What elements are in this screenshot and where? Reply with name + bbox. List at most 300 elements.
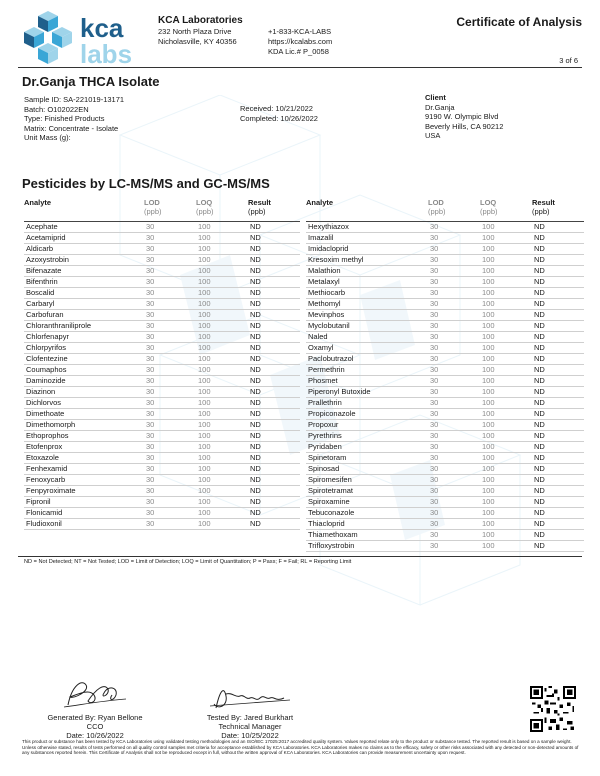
lod-value: 30: [428, 518, 480, 529]
analyte-name: Chlorfenapyr: [24, 331, 144, 342]
result-value: ND: [248, 452, 300, 463]
table-row: [24, 243, 300, 254]
received-date: Received: 10/21/2022: [240, 104, 313, 113]
loq-value: 100: [196, 386, 248, 397]
generated-by: Generated By: Ryan Bellone: [47, 713, 143, 722]
table-row: [306, 430, 584, 441]
table-row: [306, 496, 584, 507]
header-result: Result (ppb): [532, 199, 584, 221]
result-value: ND: [248, 364, 300, 375]
table-row: [24, 419, 300, 430]
completed-date: Completed: 10/26/2022: [240, 113, 318, 123]
lod-value: 30: [144, 408, 196, 419]
result-value: ND: [248, 507, 300, 518]
tested-by: Tested By: Jared Burkhart: [206, 713, 294, 722]
contact-block: [268, 27, 332, 57]
table-row: [24, 221, 300, 232]
result-value: ND: [532, 320, 584, 331]
result-value: ND: [532, 276, 584, 287]
loq-value: 100: [196, 474, 248, 485]
analyte-name: Boscalid: [24, 287, 144, 298]
loq-value: 100: [480, 342, 532, 353]
qr-code[interactable]: [530, 686, 576, 732]
loq-value: 100: [196, 320, 248, 331]
generated-date: Date: 10/26/2022: [66, 731, 124, 740]
lod-value: 30: [144, 320, 196, 331]
matrix: Matrix: Concentrate - Isolate: [24, 123, 119, 133]
loq-value: 100: [480, 320, 532, 331]
analyte-name: Metalaxyl: [306, 276, 428, 287]
table-row: [306, 243, 584, 254]
loq-value: 100: [480, 408, 532, 419]
result-value: ND: [248, 463, 300, 474]
lod-value: 30: [428, 397, 480, 408]
analyte-name: Fenpyroximate: [24, 485, 144, 496]
lod-value: 30: [144, 474, 196, 485]
analyte-name: Myclobutanil: [306, 320, 428, 331]
lod-value: 30: [428, 529, 480, 540]
lod-value: 30: [428, 408, 480, 419]
analyte-name: Thiamethoxam: [306, 529, 428, 540]
lod-value: 30: [428, 320, 480, 331]
company-address-line2: Nicholasville, KY 40356: [158, 37, 237, 46]
table-row: [24, 518, 300, 529]
analyte-name: Carbofuran: [24, 309, 144, 320]
lod-value: 30: [428, 221, 480, 232]
result-value: ND: [532, 540, 584, 551]
loq-value: 100: [480, 375, 532, 386]
company-license: KDA Lic.# P_0058: [268, 47, 329, 56]
analyte-name: Azoxystrobin: [24, 254, 144, 265]
header-analyte: Analyte: [24, 199, 144, 221]
result-value: ND: [248, 375, 300, 386]
table-row: [24, 485, 300, 496]
loq-value: 100: [480, 276, 532, 287]
result-value: ND: [532, 331, 584, 342]
table-row: [306, 540, 584, 551]
lod-value: 30: [144, 331, 196, 342]
table-row: [24, 232, 300, 243]
analyte-name: Bifenazate: [24, 265, 144, 276]
result-value: ND: [248, 518, 300, 529]
analyte-name: Spirotetramat: [306, 485, 428, 496]
result-value: ND: [532, 518, 584, 529]
analyte-name: Diazinon: [24, 386, 144, 397]
result-value: ND: [532, 474, 584, 485]
company-phone: +1-833-KCA-LABS: [268, 27, 332, 36]
result-value: ND: [532, 386, 584, 397]
loq-value: 100: [196, 287, 248, 298]
loq-value: 100: [480, 254, 532, 265]
result-value: ND: [532, 419, 584, 430]
lod-value: 30: [144, 419, 196, 430]
result-value: ND: [248, 331, 300, 342]
analyte-name: Spinosad: [306, 463, 428, 474]
lod-value: 30: [428, 386, 480, 397]
product-title: Dr.Ganja THCA Isolate: [22, 74, 160, 89]
loq-value: 100: [480, 298, 532, 309]
table-row: [306, 518, 584, 529]
result-value: ND: [248, 430, 300, 441]
table-header-row: [24, 199, 300, 221]
table-row: [306, 529, 584, 540]
header-loq: LOQ (ppb): [196, 199, 248, 221]
generated-title: CCO: [86, 722, 104, 731]
analyte-name: Dimethomorph: [24, 419, 144, 430]
loq-value: 100: [196, 463, 248, 474]
result-value: ND: [532, 375, 584, 386]
loq-value: 100: [196, 518, 248, 529]
analyte-name: Fludioxonil: [24, 518, 144, 529]
result-value: ND: [248, 496, 300, 507]
lod-value: 30: [428, 232, 480, 243]
company-name: KCA Laboratories: [158, 15, 243, 26]
analyte-name: Fipronil: [24, 496, 144, 507]
analyte-name: Imazalil: [306, 232, 428, 243]
table-row: [306, 221, 584, 232]
lod-value: 30: [144, 243, 196, 254]
header-analyte: Analyte: [306, 199, 428, 221]
table-row: [24, 342, 300, 353]
table-row: [306, 232, 584, 243]
result-value: ND: [532, 507, 584, 518]
lod-value: 30: [144, 496, 196, 507]
table-row: [24, 507, 300, 518]
lod-value: 30: [428, 298, 480, 309]
loq-value: 100: [196, 507, 248, 518]
logo-text-top: kca: [80, 13, 124, 43]
header-lod: LOD (ppb): [428, 199, 480, 221]
result-value: ND: [532, 221, 584, 232]
analyte-name: Dichlorvos: [24, 397, 144, 408]
analyte-name: Hexythiazox: [306, 221, 428, 232]
analyte-name: Methiocarb: [306, 287, 428, 298]
result-value: ND: [248, 221, 300, 232]
table-row: [306, 474, 584, 485]
table-row: [24, 353, 300, 364]
result-value: ND: [532, 243, 584, 254]
analyte-name: Oxamyl: [306, 342, 428, 353]
loq-value: 100: [196, 353, 248, 364]
result-value: ND: [248, 397, 300, 408]
batch: Batch: O102022EN: [24, 104, 89, 114]
analyte-name: Etoxazole: [24, 452, 144, 463]
table-row: [306, 386, 584, 397]
loq-value: 100: [480, 221, 532, 232]
loq-value: 100: [196, 221, 248, 232]
signature-block-generated: [30, 713, 160, 740]
table-row: [24, 430, 300, 441]
abbreviations-footnote: ND = Not Detected; NT = Not Tested; LOD = Limit of Detection; LOQ = Limit of Quantitation; P = Pass; F = Fail; RL = Reporting Limit: [24, 559, 352, 565]
result-value: ND: [248, 232, 300, 243]
tested-title: Technical Manager: [218, 722, 282, 731]
loq-value: 100: [196, 232, 248, 243]
table-row: [24, 331, 300, 342]
analyte-name: Permethrin: [306, 364, 428, 375]
table-row: [306, 485, 584, 496]
table-row: [306, 342, 584, 353]
loq-value: 100: [480, 540, 532, 551]
lod-value: 30: [144, 254, 196, 265]
analyte-name: Clofentezine: [24, 353, 144, 364]
table-row: [24, 463, 300, 474]
result-value: ND: [248, 474, 300, 485]
loq-value: 100: [196, 430, 248, 441]
analyte-name: Thiacloprid: [306, 518, 428, 529]
company-block: [158, 14, 243, 47]
analyte-name: Chloranthraniliprole: [24, 320, 144, 331]
result-value: ND: [532, 353, 584, 364]
analyte-name: Pyrethrins: [306, 430, 428, 441]
lod-value: 30: [428, 342, 480, 353]
analyte-name: Fenhexamid: [24, 463, 144, 474]
table-row: [306, 276, 584, 287]
loq-value: 100: [480, 364, 532, 375]
loq-value: 100: [196, 441, 248, 452]
table-row: [306, 364, 584, 375]
table-row: [306, 265, 584, 276]
signature-block-tested: [185, 713, 315, 740]
table-row: [306, 298, 584, 309]
loq-value: 100: [196, 276, 248, 287]
header-loq: LOQ (ppb): [480, 199, 532, 221]
loq-value: 100: [480, 441, 532, 452]
result-value: ND: [248, 485, 300, 496]
lod-value: 30: [144, 463, 196, 474]
company-address-line1: 232 North Plaza Drive: [158, 27, 232, 36]
result-value: ND: [532, 485, 584, 496]
result-value: ND: [248, 276, 300, 287]
lod-value: 30: [144, 287, 196, 298]
lod-value: 30: [144, 518, 196, 529]
lod-value: 30: [428, 265, 480, 276]
result-value: ND: [532, 232, 584, 243]
loq-value: 100: [480, 232, 532, 243]
lod-value: 30: [428, 254, 480, 265]
analyte-name: Piperonyl Butoxide: [306, 386, 428, 397]
lod-value: 30: [144, 441, 196, 452]
analyte-name: Bifenthrin: [24, 276, 144, 287]
result-value: ND: [532, 254, 584, 265]
loq-value: 100: [196, 331, 248, 342]
client-block: [425, 93, 503, 141]
lod-value: 30: [144, 375, 196, 386]
lod-value: 30: [428, 375, 480, 386]
loq-value: 100: [196, 419, 248, 430]
analyte-name: Prallethrin: [306, 397, 428, 408]
table-row: [24, 287, 300, 298]
result-value: ND: [532, 309, 584, 320]
lod-value: 30: [144, 397, 196, 408]
document-title: Certificate of Analysis: [456, 15, 582, 29]
client-street: 9190 W. Olympic Blvd: [425, 112, 499, 122]
table-row: [306, 309, 584, 320]
loq-value: 100: [480, 507, 532, 518]
analyte-name: Chlorpyrifos: [24, 342, 144, 353]
analyte-name: Flonicamid: [24, 507, 144, 518]
table-row: [306, 375, 584, 386]
analyte-name: Spinetoram: [306, 452, 428, 463]
loq-value: 100: [480, 529, 532, 540]
result-value: ND: [248, 298, 300, 309]
analyte-name: Spiromesifen: [306, 474, 428, 485]
table-row: [24, 298, 300, 309]
result-value: ND: [248, 386, 300, 397]
result-value: ND: [532, 463, 584, 474]
table-row: [24, 276, 300, 287]
result-value: ND: [248, 408, 300, 419]
table-row: [24, 309, 300, 320]
company-website[interactable]: https://kcalabs.com: [268, 37, 333, 46]
result-value: ND: [248, 342, 300, 353]
analyte-name: Pyridaben: [306, 441, 428, 452]
result-value: ND: [248, 287, 300, 298]
loq-value: 100: [196, 342, 248, 353]
kca-labs-logo: [18, 10, 143, 68]
loq-value: 100: [480, 485, 532, 496]
table-row: [24, 397, 300, 408]
table-row: [306, 287, 584, 298]
analyte-name: Phosmet: [306, 375, 428, 386]
analyte-name: Fenoxycarb: [24, 474, 144, 485]
analyte-name: Paclobutrazol: [306, 353, 428, 364]
footnote-divider: [18, 556, 582, 557]
result-value: ND: [248, 441, 300, 452]
lod-value: 30: [428, 496, 480, 507]
loq-value: 100: [480, 331, 532, 342]
lod-value: 30: [428, 243, 480, 254]
result-value: ND: [532, 364, 584, 375]
result-value: ND: [248, 320, 300, 331]
loq-value: 100: [480, 452, 532, 463]
loq-value: 100: [480, 518, 532, 529]
table-row: [306, 419, 584, 430]
analyte-name: Mevinphos: [306, 309, 428, 320]
table-row: [306, 331, 584, 342]
analyte-name: Etofenprox: [24, 441, 144, 452]
table-row: [306, 353, 584, 364]
lod-value: 30: [144, 265, 196, 276]
lod-value: 30: [428, 331, 480, 342]
client-label: Client: [425, 93, 446, 102]
result-value: ND: [248, 309, 300, 320]
result-value: ND: [532, 287, 584, 298]
loq-value: 100: [196, 364, 248, 375]
lod-value: 30: [144, 452, 196, 463]
table-row: [306, 408, 584, 419]
logo-text-bottom: labs: [80, 39, 133, 68]
loq-value: 100: [196, 485, 248, 496]
signature-jared-burkhart: [206, 682, 292, 714]
result-value: ND: [532, 265, 584, 276]
lod-value: 30: [428, 287, 480, 298]
loq-value: 100: [480, 397, 532, 408]
analyte-name: Dimethoate: [24, 408, 144, 419]
lod-value: 30: [144, 485, 196, 496]
table-row: [306, 441, 584, 452]
result-value: ND: [532, 408, 584, 419]
table-row: [306, 463, 584, 474]
analyte-name: Methomyl: [306, 298, 428, 309]
analyte-name: Malathion: [306, 265, 428, 276]
loq-value: 100: [196, 408, 248, 419]
lod-value: 30: [428, 309, 480, 320]
loq-value: 100: [480, 419, 532, 430]
analyte-name: Kresoxim methyl: [306, 254, 428, 265]
loq-value: 100: [480, 474, 532, 485]
lod-value: 30: [428, 485, 480, 496]
analyte-name: Spiroxamine: [306, 496, 428, 507]
analyte-name: Ethoprophos: [24, 430, 144, 441]
table-header-row: [306, 199, 584, 221]
result-value: ND: [248, 254, 300, 265]
lod-value: 30: [428, 441, 480, 452]
analyte-name: Imidacloprid: [306, 243, 428, 254]
analyte-name: Tebuconazole: [306, 507, 428, 518]
legal-disclaimer: This product or substance has been tested by KCA Laboratories using validated testing methodologies and an ISO/IEC 17025:2017 accredited quality system. Values reported relate only to the product or substance tested. The reported result is based on a sample weight. Unless otherwise stated, results of tests performed on all quality control samples met criteria for acceptance established by KCA Laboratories. KCA Laboratories makes no claims as to the efficacy, safety or other risks associated with any detected or non-detected amounts of any substances reported herein. This Certificate of Analysis shall not be reproduced except in full, without the written approval of KCA Laboratories. KCA Laboratories can provide measurement uncertainty upon request.: [22, 739, 579, 755]
loq-value: 100: [480, 463, 532, 474]
lod-value: 30: [428, 540, 480, 551]
table-row: [306, 507, 584, 518]
loq-value: 100: [480, 430, 532, 441]
result-value: ND: [532, 430, 584, 441]
result-value: ND: [532, 452, 584, 463]
lod-value: 30: [144, 298, 196, 309]
dates-block: [240, 104, 318, 123]
result-value: ND: [532, 441, 584, 452]
loq-value: 100: [480, 287, 532, 298]
lod-value: 30: [144, 276, 196, 287]
analyte-name: Aldicarb: [24, 243, 144, 254]
lod-value: 30: [144, 309, 196, 320]
header-result: Result (ppb): [248, 199, 300, 221]
analyte-name: Propiconazole: [306, 408, 428, 419]
unit-mass: Unit Mass (g):: [24, 133, 71, 143]
result-value: ND: [248, 265, 300, 276]
table-row: [306, 452, 584, 463]
loq-value: 100: [480, 265, 532, 276]
lod-value: 30: [144, 386, 196, 397]
result-value: ND: [532, 397, 584, 408]
table-row: [24, 375, 300, 386]
loq-value: 100: [480, 496, 532, 507]
analyte-name: Naled: [306, 331, 428, 342]
pesticides-table-left: [24, 199, 300, 530]
table-row: [24, 364, 300, 375]
client-country: USA: [425, 131, 441, 141]
result-value: ND: [248, 419, 300, 430]
page-number: 3 of 6: [559, 56, 578, 65]
loq-value: 100: [196, 298, 248, 309]
loq-value: 100: [480, 243, 532, 254]
header-divider: [18, 67, 582, 68]
lod-value: 30: [428, 507, 480, 518]
header-lod: LOD (ppb): [144, 199, 196, 221]
result-value: ND: [248, 353, 300, 364]
lod-value: 30: [144, 232, 196, 243]
result-value: ND: [248, 243, 300, 254]
table-row: [24, 441, 300, 452]
lod-value: 30: [144, 353, 196, 364]
loq-value: 100: [196, 254, 248, 265]
table-row: [24, 254, 300, 265]
loq-value: 100: [196, 452, 248, 463]
loq-value: 100: [196, 309, 248, 320]
lod-value: 30: [428, 276, 480, 287]
lod-value: 30: [428, 430, 480, 441]
analyte-name: Daminozide: [24, 375, 144, 386]
analyte-name: Trifloxystrobin: [306, 540, 428, 551]
